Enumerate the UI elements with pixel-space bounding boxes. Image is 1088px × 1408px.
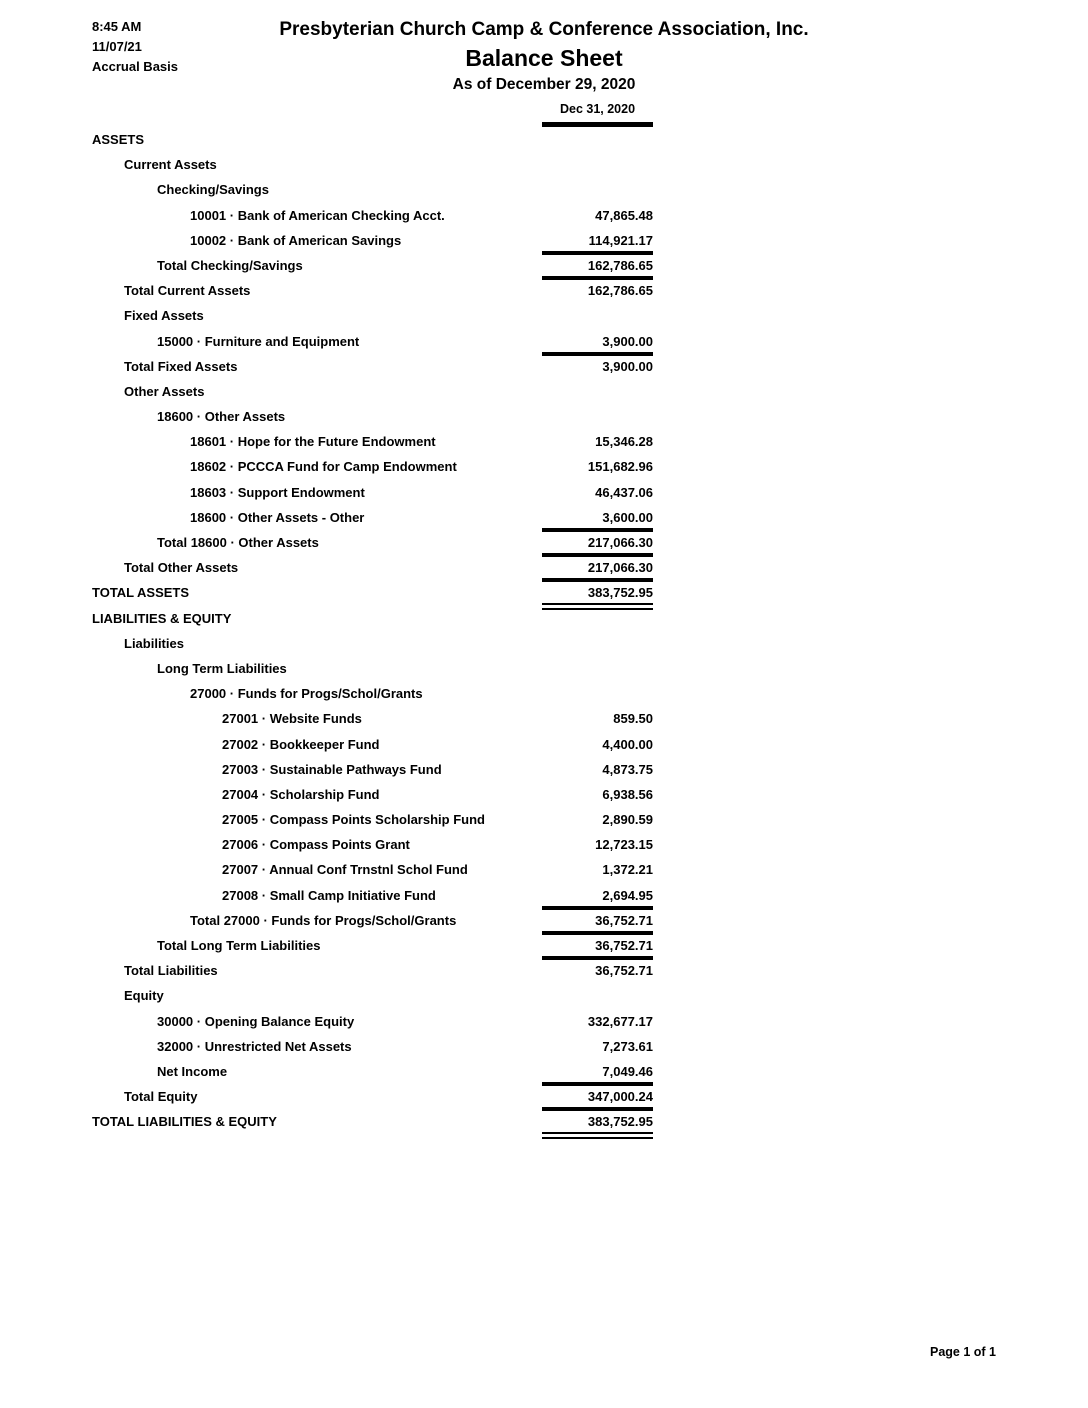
report-row	[0, 131, 1088, 156]
row-label: Long Term Liabilities	[157, 660, 287, 676]
row-value	[542, 132, 653, 150]
row-value: 6,938.56	[602, 786, 653, 802]
row-value: 2,694.95	[542, 888, 653, 910]
report-row	[0, 710, 1088, 735]
row-label: 32000 · Unrestricted Net Assets	[157, 1038, 352, 1054]
company-name: Presbyterian Church Camp & Conference Association, Inc.	[279, 19, 809, 40]
row-value: 217,066.30	[542, 535, 653, 557]
report-row	[0, 1088, 1088, 1113]
report-row	[0, 307, 1088, 332]
row-value: 4,400.00	[602, 736, 653, 752]
report-row	[0, 685, 1088, 710]
row-label: TOTAL ASSETS	[92, 585, 190, 601]
row-label: 10002 · Bank of American Savings	[190, 232, 402, 248]
row-label: 18601 · Hope for the Future Endowment	[190, 434, 436, 450]
report-row	[0, 786, 1088, 811]
row-label: Fixed Assets	[124, 308, 204, 324]
row-value: 2,890.59	[602, 812, 653, 828]
page-number: Page 1 of 1	[930, 1345, 996, 1359]
row-label: Liabilities	[124, 635, 184, 651]
title-block	[0, 18, 1088, 95]
row-value: 3,900.00	[542, 334, 653, 356]
report-row	[0, 257, 1088, 282]
report-subtitle: As of December 29, 2020	[452, 76, 636, 93]
row-value: 7,049.46	[542, 1064, 653, 1086]
row-value: 36,752.71	[542, 938, 653, 960]
report-row	[0, 1113, 1088, 1138]
row-label: 27007 · Annual Conf Trnstnl Schol Fund	[222, 862, 468, 878]
report-title: Balance Sheet	[465, 45, 623, 71]
report-row	[0, 811, 1088, 836]
row-value	[542, 988, 653, 1006]
report-row	[0, 660, 1088, 685]
report-row	[0, 962, 1088, 987]
row-value: 151,682.96	[587, 459, 653, 475]
report-row	[0, 887, 1088, 912]
row-label: Total Current Assets	[124, 283, 251, 299]
report-time: 8:45 AM	[92, 19, 142, 34]
row-label: Total Liabilities	[124, 963, 218, 979]
report-row	[0, 433, 1088, 458]
row-value: 3,600.00	[542, 510, 653, 532]
row-value: 347,000.24	[542, 1089, 653, 1111]
row-value: 383,752.95	[542, 585, 653, 610]
row-value: 7,273.61	[602, 1038, 653, 1054]
row-value: 4,873.75	[602, 761, 653, 777]
report-row	[0, 232, 1088, 257]
row-value	[542, 686, 653, 704]
report-date: 11/07/21	[92, 39, 142, 54]
row-value	[542, 611, 653, 629]
row-label: 27005 · Compass Points Scholarship Fund	[222, 812, 485, 828]
row-label: Total Long Term Liabilities	[157, 938, 321, 953]
report-row	[0, 861, 1088, 886]
row-label: Current Assets	[124, 157, 217, 173]
row-label: Total 27000 · Funds for Progs/Schol/Grants	[190, 912, 457, 928]
row-label: 18603 · Support Endowment	[190, 484, 365, 500]
row-label: Total Checking/Savings	[157, 257, 303, 273]
row-label: Equity	[124, 988, 164, 1004]
row-label: 15000 · Furniture and Equipment	[157, 333, 360, 349]
report-row	[0, 1038, 1088, 1063]
report-row	[0, 610, 1088, 635]
report-row	[0, 912, 1088, 937]
row-value: 383,752.95	[542, 1114, 653, 1139]
report-row	[0, 761, 1088, 786]
row-value: 36,752.71	[542, 913, 653, 935]
report-row	[0, 736, 1088, 761]
row-value: 36,752.71	[595, 963, 653, 979]
row-value	[542, 157, 653, 175]
row-value: 332,677.17	[587, 1013, 653, 1029]
report-basis: Accrual Basis	[92, 59, 178, 74]
row-label: Total Equity	[124, 1089, 198, 1105]
report-body	[0, 131, 1088, 1139]
row-label: TOTAL LIABILITIES & EQUITY	[92, 1114, 277, 1130]
row-label: Net Income	[157, 1063, 228, 1079]
row-value: 217,066.30	[542, 560, 653, 582]
row-label: 10001 · Bank of American Checking Acct.	[190, 207, 445, 223]
row-value: 114,921.17	[542, 233, 653, 255]
row-label: 27003 · Sustainable Pathways Fund	[222, 761, 442, 777]
report-row	[0, 1013, 1088, 1038]
report-row	[0, 333, 1088, 358]
row-value: 162,786.65	[587, 283, 653, 299]
row-label: 27006 · Compass Points Grant	[222, 837, 410, 853]
report-row	[0, 484, 1088, 509]
row-label: 18600 · Other Assets	[157, 409, 286, 425]
row-label: Other Assets	[124, 383, 205, 399]
row-label: LIABILITIES & EQUITY	[92, 610, 232, 626]
row-value	[542, 182, 653, 200]
row-value: 46,437.06	[595, 484, 653, 500]
row-value: 859.50	[613, 711, 653, 727]
report-row	[0, 534, 1088, 559]
row-label: ASSETS	[92, 132, 145, 147]
report-row	[0, 156, 1088, 181]
row-label: 27008 · Small Camp Initiative Fund	[222, 887, 436, 903]
row-value	[542, 636, 653, 654]
column-header-underline	[542, 122, 653, 127]
row-value: 1,372.21	[602, 862, 653, 878]
row-value	[542, 661, 653, 679]
row-value	[542, 308, 653, 326]
report-row	[0, 509, 1088, 534]
row-value: 3,900.00	[602, 358, 653, 374]
row-label: 18600 · Other Assets - Other	[190, 509, 365, 525]
report-row	[0, 1063, 1088, 1088]
report-row	[0, 987, 1088, 1012]
row-label: Total Fixed Assets	[124, 358, 238, 374]
row-value	[542, 384, 653, 402]
row-label: 18602 · PCCCA Fund for Camp Endowment	[190, 459, 457, 475]
row-label: Total Other Assets	[124, 560, 239, 576]
row-value: 47,865.48	[595, 207, 653, 223]
row-value: 162,786.65	[542, 258, 653, 280]
report-row	[0, 584, 1088, 609]
row-value: 12,723.15	[595, 837, 653, 853]
report-row	[0, 937, 1088, 962]
column-header-date: Dec 31, 2020	[559, 102, 636, 116]
row-label: 27004 · Scholarship Fund	[222, 786, 380, 802]
row-label: 27001 · Website Funds	[222, 711, 362, 727]
row-label: 27002 · Bookkeeper Fund	[222, 736, 380, 752]
report-row	[0, 408, 1088, 433]
row-label: Checking/Savings	[157, 182, 269, 198]
row-value: 15,346.28	[595, 434, 653, 450]
row-label: Total 18600 · Other Assets	[157, 535, 319, 550]
report-row	[0, 207, 1088, 232]
report-row	[0, 282, 1088, 307]
report-row	[0, 559, 1088, 584]
report-row	[0, 181, 1088, 206]
report-row	[0, 836, 1088, 861]
row-label: 30000 · Opening Balance Equity	[157, 1013, 355, 1029]
report-row	[0, 383, 1088, 408]
row-label: 27000 · Funds for Progs/Schol/Grants	[190, 686, 423, 702]
report-row	[0, 358, 1088, 383]
report-row	[0, 635, 1088, 660]
report-row	[0, 458, 1088, 483]
row-value	[542, 409, 653, 427]
